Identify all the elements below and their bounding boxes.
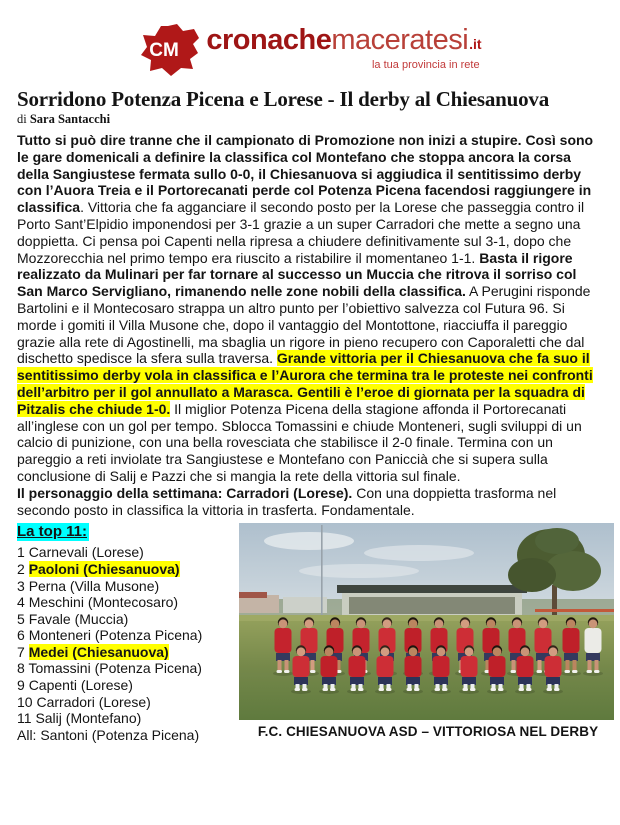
photo-caption: F.C. CHIESANUOVA ASD – VITTORIOSA NEL DERBY bbox=[257, 724, 599, 740]
article-body bbox=[17, 132, 603, 518]
body-segment: Grande vittoria per il Chiesanuova che fa suo il sentitissimo derby vola in classifica e l’Aurora che termina tra le proteste nei confronti dell’arbitro per il gol annullato a Marasca. Gentili è l’eroe di giornata per la squadra di Pitzalis che chiude 1-0. bbox=[17, 350, 593, 417]
wordmark-cronache: cronache bbox=[206, 24, 332, 56]
top11-item-number: 2 bbox=[17, 560, 29, 577]
top11-item bbox=[17, 544, 239, 561]
body-segment: Il miglior Potenza Picena della stagione affonda il Portorecanati all’inglese con un gol per tempo. Sblocca Tomassini e chiude Monteneri, sugli sviluppi di un calcio di punizione, con una bella rovesciata che stabilisce il 2-0 finale. Termina con un pareggio a reti inviolate tra Sangiustese e Montefano con Paniccià che si supera sulla conclusione di Salij e Pazzi che si mangia la rete della vittoria sul finale. bbox=[17, 400, 582, 484]
body-segment: Tutto si può dire tranne che il campionato di Promozione non inizi a stupire. Così sono le gare domenicali a definire la classifica col Montefano che stoppa ancora la corsa della Sangiustese fermata sullo 0-0, il Chiesanuova si aggiudica il sentitissimo derby con l’Auora Treia e il Portorecanati perde col Potenza Picena facendosi raggiungere in classifica bbox=[17, 132, 594, 216]
top11-item bbox=[17, 644, 239, 661]
team-photo bbox=[239, 523, 614, 720]
logo-wordmark bbox=[206, 23, 481, 71]
top11-item-number: 8 bbox=[17, 660, 29, 677]
wordmark-tld: .it bbox=[469, 36, 482, 52]
flagpole bbox=[321, 525, 323, 615]
logo-cm-text: CM bbox=[149, 40, 180, 61]
top11-section bbox=[17, 523, 239, 743]
body-segment: Con una doppietta trasforma nel secondo posto in classifica la vittoria in trasferta. Fondamentale. bbox=[17, 484, 557, 518]
top11-item-number: 5 bbox=[17, 610, 29, 627]
top11-item-number: All: bbox=[17, 726, 41, 743]
body-segment: A Perugini risponde Bartolini e il Montecosaro strappa un altro punto per l’obiettivo salvezza col Futura 96. Si morde i gomiti il Villa Musone che, dopo il vantaggio del Montottone, riacciuffa il pareggio grazie alla rete di Agostinelli, ma sbaglia un rigore in pieno recupero con Caporaletti che dal dischetto spedisce la sfera sulla traversa. bbox=[17, 283, 591, 367]
personaggio-paragraph bbox=[17, 485, 603, 519]
site-logo bbox=[0, 0, 620, 80]
top11-item-name: Carradori (Lorese) bbox=[36, 693, 151, 710]
top11-item bbox=[17, 710, 239, 727]
top11-item bbox=[17, 561, 239, 578]
top11-item-number: 4 bbox=[17, 594, 29, 611]
page-title: Sorridono Potenza Picena e Lorese - Il derby al Chiesanuova bbox=[17, 87, 550, 111]
byline-prefix: di bbox=[17, 112, 30, 126]
top11-item bbox=[17, 594, 239, 611]
byline-author: Sara Santacchi bbox=[29, 112, 111, 126]
top11-item-name: Monteneri (Potenza Picena) bbox=[28, 627, 203, 644]
top11-item-name: Favale (Muccia) bbox=[28, 610, 129, 627]
top11-item bbox=[17, 694, 239, 711]
top11-item-name: Meschini (Montecosaro) bbox=[28, 594, 179, 611]
body-segment: . Vittoria che fa agganciare il secondo posto per la Lorese che passeggia contro il Porto Sant’Elpidio imponendosi per 3-1 grazie a un super Carradori che mette a segno una doppietta. Ci pensa poi Capenti nella ripresa a chiudere definitivamente sul 3-1, dopo che Mozzorecchia nel primo tempo era riuscito a ristabilire il momentaneo 1-1. bbox=[17, 199, 585, 266]
top11-item bbox=[17, 677, 239, 694]
top11-item-name: Capenti (Lorese) bbox=[28, 677, 133, 694]
top11-item bbox=[17, 611, 239, 628]
main-paragraph bbox=[17, 132, 603, 485]
province-map-icon bbox=[138, 23, 202, 80]
top11-item-number: 7 bbox=[17, 643, 29, 660]
bottom-section bbox=[0, 523, 620, 743]
top11-item-name: Perna (Villa Musone) bbox=[28, 577, 160, 594]
top11-item-number: 11 bbox=[17, 710, 36, 727]
top11-item-number: 10 bbox=[17, 693, 37, 710]
top11-item-number: 9 bbox=[17, 677, 29, 694]
byline bbox=[17, 112, 603, 127]
top11-item-number: 3 bbox=[17, 577, 29, 594]
top11-item bbox=[17, 727, 239, 744]
body-segment: Il personaggio della settimana: Carradori (Lorese). bbox=[17, 484, 353, 501]
top11-item bbox=[17, 627, 239, 644]
top11-item-number: 6 bbox=[17, 627, 29, 644]
dugout bbox=[337, 585, 527, 615]
top11-item bbox=[17, 660, 239, 677]
top11-item-name: Salij (Montefano) bbox=[35, 710, 142, 727]
wordmark-maceratesi: maceratesi bbox=[331, 24, 469, 56]
top11-item bbox=[17, 578, 239, 595]
photo-block bbox=[239, 523, 617, 739]
top11-item-name: Santoni (Potenza Picena) bbox=[40, 726, 200, 743]
top11-heading: La top 11: bbox=[17, 523, 88, 541]
top11-item-name: Medei (Chiesanuova) bbox=[28, 643, 169, 660]
top11-item-name: Carnevali (Lorese) bbox=[28, 544, 144, 561]
top11-item-name: Paoloni (Chiesanuova) bbox=[28, 560, 180, 577]
top11-item-number: 1 bbox=[17, 544, 29, 561]
body-segment: Basta il rigore realizzato da Mulinari per far tornare al successo un Muccia che ritrova il sorriso col San Marco Servigliano, rimanendo nelle zone nobili della classifica. bbox=[17, 249, 577, 300]
logo-tagline: la tua provincia in rete bbox=[371, 59, 480, 71]
top11-list bbox=[17, 544, 239, 743]
top11-item-name: Tomassini (Potenza Picena) bbox=[28, 660, 202, 677]
